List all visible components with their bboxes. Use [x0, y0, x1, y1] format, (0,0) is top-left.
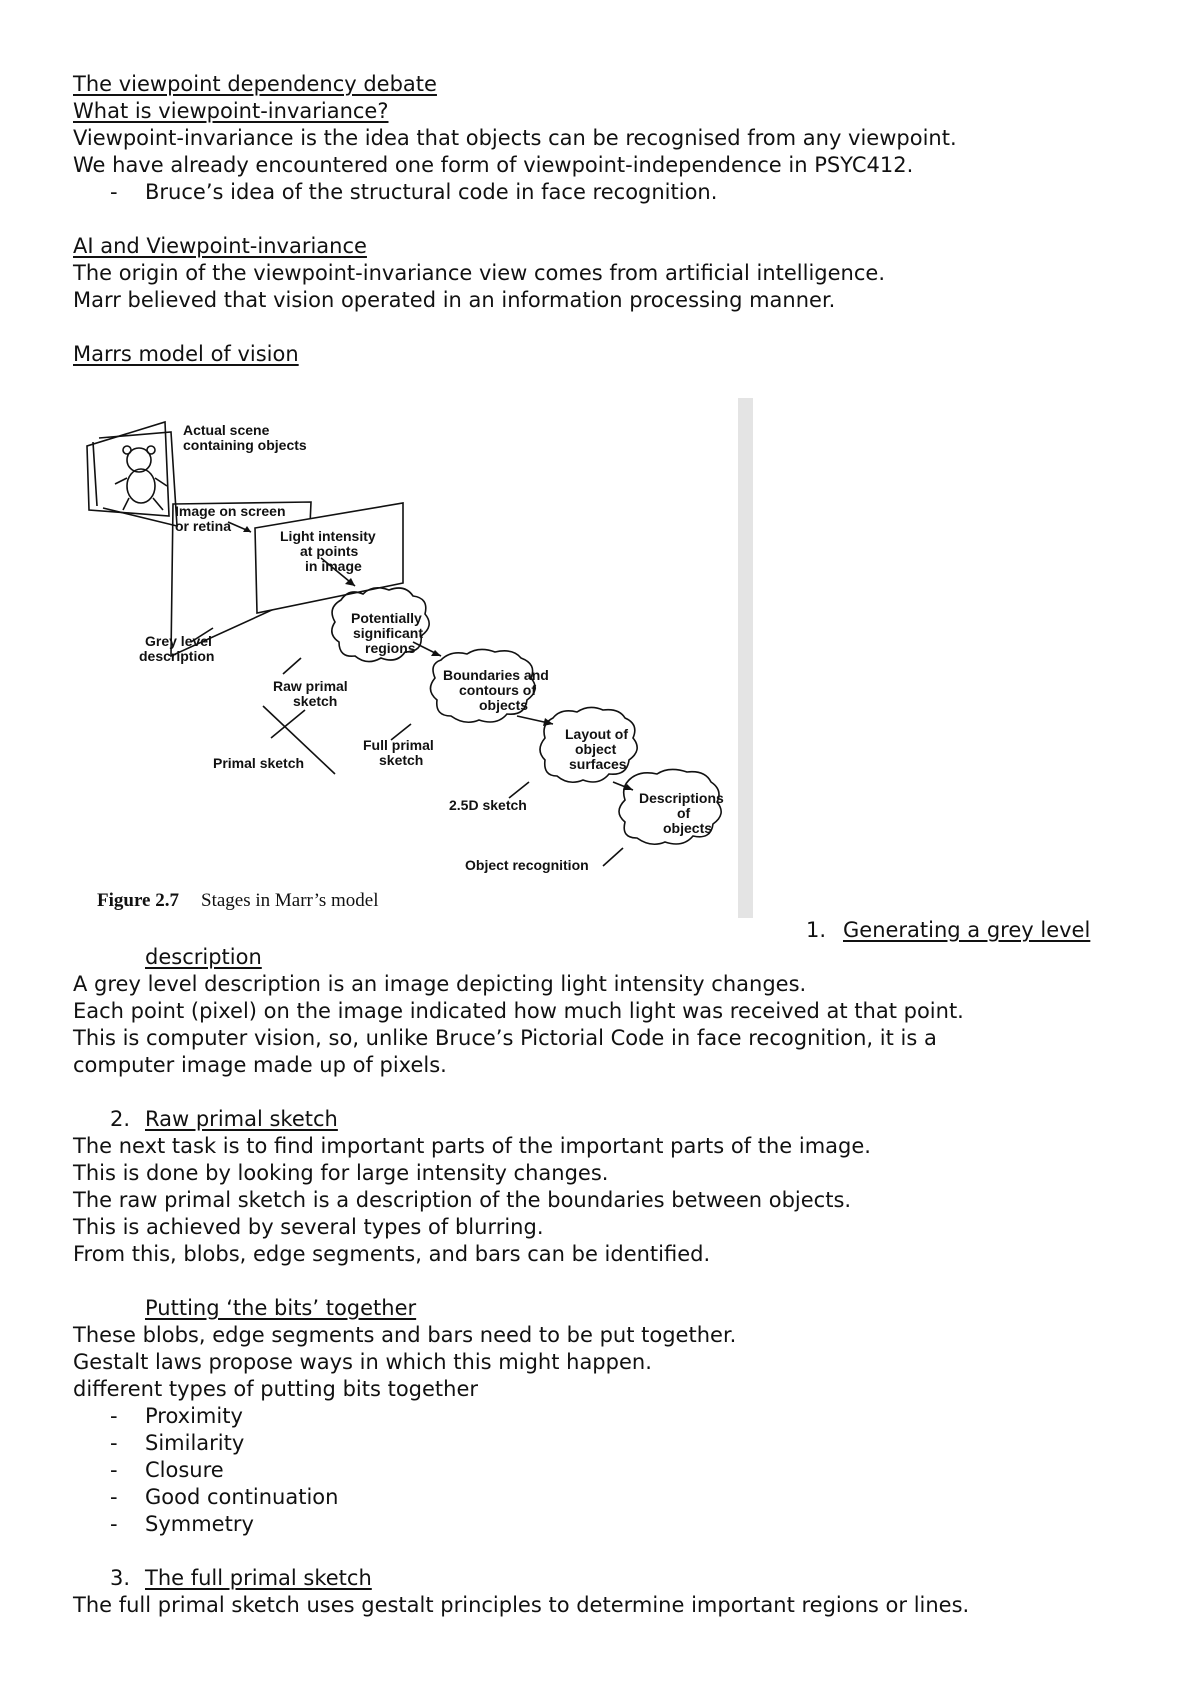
heading-putting-bits: Putting ‘the bits’ together — [145, 1296, 417, 1320]
label-boundaries: objects — [479, 697, 529, 713]
label-layout: surfaces — [569, 756, 627, 772]
paragraph-line: Each point (pixel) on the image indicated how much light was received at that point. — [73, 999, 964, 1023]
bullet-dash: - — [110, 1458, 118, 1482]
label-primal-sketch: Primal sketch — [213, 755, 305, 771]
figure-caption-label: Figure 2.7 — [97, 890, 179, 911]
marr-model-figure — [73, 398, 753, 918]
leader-line — [509, 782, 529, 798]
list-number: 2. — [110, 1107, 131, 1131]
label-full-primal: Full primal — [363, 737, 434, 753]
label-actual-scene: Actual scene — [183, 422, 270, 438]
label-boundaries: contours of — [459, 682, 536, 698]
label-raw-primal: Raw primal — [273, 678, 348, 694]
paragraph-line: The next task is to find important parts of the important parts of the image. — [73, 1134, 871, 1158]
bullet-item: Closure — [145, 1458, 224, 1482]
label-potentially: Potentially — [351, 610, 422, 626]
label-descriptions: Descriptions — [639, 790, 724, 806]
paragraph-line: computer image made up of pixels. — [73, 1053, 447, 1077]
label-full-primal: sketch — [379, 752, 424, 768]
paragraph-line: A grey level description is an image depicting light intensity changes. — [73, 972, 807, 996]
bullet-item: Good continuation — [145, 1485, 339, 1509]
label-raw-primal: sketch — [293, 693, 338, 709]
teddy-body — [127, 469, 155, 503]
heading-full-primal: The full primal sketch — [145, 1566, 372, 1590]
bullet-dash: - — [110, 180, 118, 204]
heading-what-is-invariance: What is viewpoint-invariance? — [73, 99, 389, 123]
bullet-dash: - — [110, 1485, 118, 1509]
heading-ai-invariance: AI and Viewpoint-invariance — [73, 234, 367, 258]
label-layout: object — [575, 741, 617, 757]
paragraph-line: Viewpoint-invariance is the idea that objects can be recognised from any viewpoint. — [73, 126, 957, 150]
paragraph-line: These blobs, edge segments and bars need to be put together. — [73, 1323, 737, 1347]
list-number: 1. — [806, 918, 827, 942]
label-image-screen: or retina — [175, 518, 232, 534]
bullet-dash: - — [110, 1404, 118, 1428]
bullet-item: Similarity — [145, 1431, 245, 1455]
heading-grey-level: Generating a grey level — [843, 918, 1091, 942]
leader-line — [283, 658, 301, 674]
heading-viewpoint-debate: The viewpoint dependency debate — [73, 72, 437, 96]
label-light-intensity: in image — [305, 558, 362, 574]
label-potentially: significant — [353, 625, 424, 641]
label-object-recognition: Object recognition — [465, 857, 589, 873]
label-light-intensity: Light intensity — [280, 528, 376, 544]
label-grey-level: description — [139, 648, 215, 664]
bullet-item: Bruce’s idea of the structural code in face recognition. — [145, 180, 718, 204]
paragraph-line: This is done by looking for large intensity changes. — [73, 1161, 609, 1185]
paragraph-line: Gestalt laws propose ways in which this might happen. — [73, 1350, 652, 1374]
paragraph-line: We have already encountered one form of viewpoint-independence in PSYC412. — [73, 153, 914, 177]
list-number: 3. — [110, 1566, 131, 1590]
paragraph-line: This is achieved by several types of blurring. — [73, 1215, 544, 1239]
label-descriptions: objects — [663, 820, 713, 836]
paragraph-line: Marr believed that vision operated in an information processing manner. — [73, 288, 836, 312]
bullet-item: Symmetry — [145, 1512, 254, 1536]
label-actual-scene: containing objects — [183, 437, 307, 453]
label-layout: Layout of — [565, 726, 628, 742]
paragraph-line: From this, blobs, edge segments, and bars can be identified. — [73, 1242, 711, 1266]
bullet-dash: - — [110, 1512, 118, 1536]
leader-line — [271, 710, 305, 738]
label-2-5d-sketch: 2.5D sketch — [449, 797, 527, 813]
bullet-item: Proximity — [145, 1404, 243, 1428]
heading-raw-primal: Raw primal sketch — [145, 1107, 338, 1131]
label-potentially: regions — [365, 640, 416, 656]
paragraph-line: different types of putting bits together — [73, 1377, 479, 1401]
label-grey-level: Grey level — [145, 633, 212, 649]
label-light-intensity: at points — [300, 543, 359, 559]
label-descriptions: of — [677, 805, 691, 821]
leader-line — [603, 848, 623, 866]
label-image-screen: Image on screen — [175, 503, 286, 519]
label-boundaries: Boundaries and — [443, 667, 549, 683]
heading-marrs-model: Marrs model of vision — [73, 342, 299, 366]
paragraph-line: The full primal sketch uses gestalt principles to determine important regions or lines. — [73, 1593, 970, 1617]
bullet-dash: - — [110, 1431, 118, 1455]
figure-caption-text: Stages in Marr’s model — [201, 890, 379, 911]
paragraph-line: The raw primal sketch is a description of the boundaries between objects. — [73, 1188, 852, 1212]
paragraph-line: The origin of the viewpoint-invariance view comes from artificial intelligence. — [73, 261, 885, 285]
heading-grey-level: description — [145, 945, 262, 969]
paragraph-line: This is computer vision, so, unlike Bruce’s Pictorial Code in face recognition, it is a — [73, 1026, 937, 1050]
